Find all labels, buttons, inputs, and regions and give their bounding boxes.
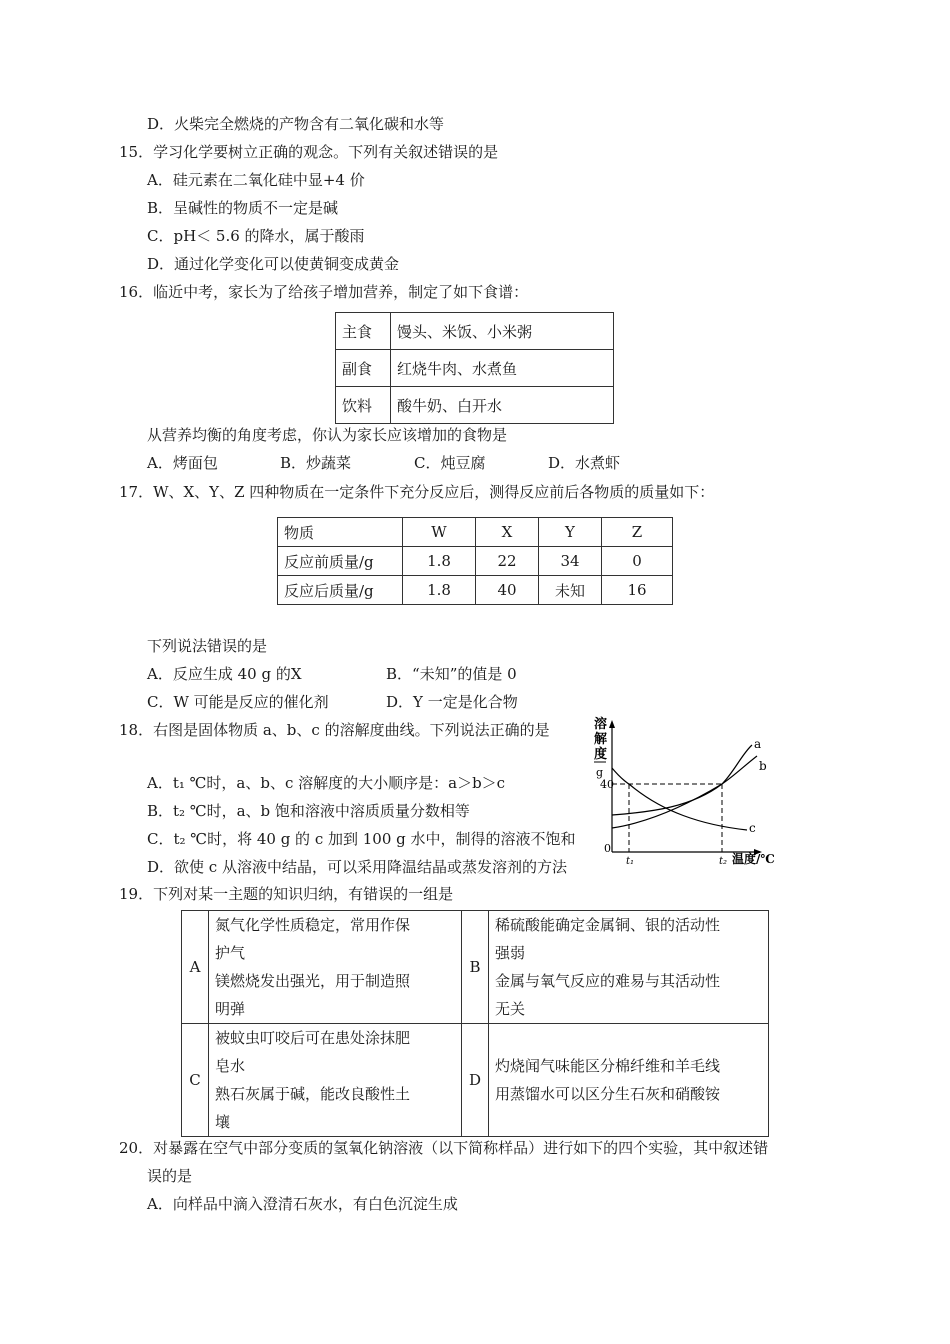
y-axis-label-1: 溶 — [594, 717, 608, 732]
q17-option-c: C．W 可能是反应的催化剂 — [147, 693, 329, 711]
q16-option-d: D．水煮虾 — [548, 454, 621, 472]
q20-option-a: A．向样品中滴入澄清石灰水，有白色沉淀生成 — [147, 1195, 458, 1213]
q15-option-d: D．通过化学变化可以使黄铜变成黄金 — [147, 255, 400, 273]
q16-option-b: B．炒蔬菜 — [280, 454, 352, 472]
q17-ask: 下列说法错误的是 — [147, 637, 268, 655]
cell-line: 金属与氧气反应的难易与其活动性 — [495, 972, 721, 990]
table-header: X — [476, 518, 539, 547]
solubility-chart — [582, 712, 782, 872]
q19-stem: 19．下列对某一主题的知识归纳，有错误的一组是 — [119, 885, 454, 903]
menu-key: 主食 — [336, 313, 391, 350]
x-tick-t1: t₁ — [626, 856, 635, 867]
q20-stem-line1: 20．对暴露在空气中部分变质的氢氧化钠溶液（以下简称样品）进行如下的四个实验，其中叙述错 — [119, 1139, 769, 1157]
cell-b — [489, 911, 769, 1024]
cell-a — [209, 911, 462, 1024]
table-cell: 0 — [602, 547, 673, 576]
q18-option-a: A．t₁ ℃时，a、b、c 溶解度的大小顺序是：a＞b＞c — [147, 774, 506, 792]
table-row — [336, 313, 614, 350]
cell-c — [209, 1024, 462, 1137]
cell-line: 皂水 — [215, 1057, 246, 1075]
table-cell: 反应后质量/g — [278, 576, 403, 605]
table-row — [278, 547, 673, 576]
menu-table — [335, 312, 614, 424]
cell-line: 壤 — [215, 1113, 231, 1131]
q17-option-d: D．Y 一定是化合物 — [386, 693, 518, 711]
q18-option-c: C．t₂ ℃时，将 40 g 的 c 加到 100 g 水中，制得的溶液不饱和 — [147, 830, 576, 848]
menu-value: 酸牛奶、白开水 — [391, 387, 614, 424]
q18-option-b: B．t₂ ℃时，a、b 饱和溶液中溶质质量分数相等 — [147, 802, 470, 820]
table-cell: 1.8 — [403, 547, 476, 576]
q15-option-a: A．硅元素在二氧化硅中显+4 价 — [147, 171, 365, 189]
cell-line: 无关 — [495, 1000, 526, 1018]
cell-line: 护气 — [215, 944, 246, 962]
table-header: Y — [539, 518, 602, 547]
table-cell: 反应前质量/g — [278, 547, 403, 576]
q15-option-c: C．pH＜ 5.6 的降水，属于酸雨 — [147, 227, 365, 245]
y-axis-unit: g — [596, 766, 604, 779]
x-axis-label: 温度/℃ — [732, 852, 775, 866]
q16-stem: 16．临近中考，家长为了给孩子增加营养，制定了如下食谱： — [119, 283, 529, 301]
table-cell: 1.8 — [403, 576, 476, 605]
curve-a — [612, 745, 752, 815]
cell-label-d: D — [462, 1024, 489, 1137]
knowledge-table — [181, 910, 769, 1137]
x-tick-t2: t₂ — [719, 856, 728, 867]
q16-ask: 从营养均衡的角度考虑，你认为家长应该增加的食物是 — [147, 426, 508, 444]
table-header: W — [403, 518, 476, 547]
table-cell: 22 — [476, 547, 539, 576]
origin-label: 0 — [604, 842, 611, 855]
q14-option-d: D．火柴完全燃烧的产物含有二氧化碳和水等 — [147, 115, 445, 133]
cell-label-a: A — [182, 911, 209, 1024]
menu-key: 副食 — [336, 350, 391, 387]
table-cell: 16 — [602, 576, 673, 605]
table-header: 物质 — [278, 518, 403, 547]
cell-line: 强弱 — [495, 944, 526, 962]
y-tick-40: 40 — [600, 778, 614, 791]
q18-option-d: D．欲使 c 从溶液中结晶，可以采用降温结晶或蒸发溶剂的方法 — [147, 858, 567, 876]
menu-key: 饮料 — [336, 387, 391, 424]
cell-line: 被蚊虫叮咬后可在患处涂抹肥 — [215, 1029, 411, 1047]
cell-line: 用蒸馏水可以区分生石灰和硝酸铵 — [495, 1085, 721, 1103]
q16-option-c: C．炖豆腐 — [414, 454, 486, 472]
cell-line: 明弹 — [215, 1000, 246, 1018]
series-label-c: c — [749, 821, 756, 835]
cell-line: 熟石灰属于碱，能改良酸性土 — [215, 1085, 411, 1103]
series-label-a: a — [754, 737, 762, 751]
table-header: Z — [602, 518, 673, 547]
menu-value: 馒头、米饭、小米粥 — [391, 313, 614, 350]
cell-label-c: C — [182, 1024, 209, 1137]
q17-stem: 17．W、X、Y、Z 四种物质在一定条件下充分反应后，测得反应前后各物质的质量如下： — [119, 483, 715, 501]
q15-option-b: B．呈碱性的物质不一定是碱 — [147, 199, 339, 217]
table-cell: 未知 — [539, 576, 602, 605]
q18-stem: 18．右图是固体物质 a、b、c 的溶解度曲线。下列说法正确的是 — [119, 721, 550, 739]
table-row — [182, 911, 769, 1024]
cell-line: 灼烧闻气味能区分棉纤维和羊毛线 — [495, 1057, 721, 1075]
y-axis-label-3: 度 — [594, 747, 608, 762]
q17-option-b: B．“未知”的值是 0 — [386, 665, 517, 683]
curve-c — [612, 768, 747, 830]
cell-line: 氮气化学性质稳定，常用作保 — [215, 916, 411, 934]
table-row — [182, 1024, 769, 1137]
series-label-b: b — [759, 759, 767, 773]
cell-label-b: B — [462, 911, 489, 1024]
table-cell: 40 — [476, 576, 539, 605]
y-axis-arrow — [609, 720, 615, 728]
table-row — [336, 387, 614, 424]
q17-option-a: A．反应生成 40 g 的X — [147, 665, 302, 683]
q16-option-a: A．烤面包 — [147, 454, 218, 472]
menu-value: 红烧牛肉、水煮鱼 — [391, 350, 614, 387]
cell-line: 稀硫酸能确定金属铜、银的活动性 — [495, 916, 721, 934]
q15-stem: 15．学习化学要树立正确的观念。下列有关叙述错误的是 — [119, 143, 499, 161]
cell-d — [489, 1024, 769, 1137]
table-row — [278, 576, 673, 605]
mass-table — [277, 517, 673, 605]
y-axis-label-2: 解 — [594, 732, 608, 747]
table-row — [336, 350, 614, 387]
table-row — [278, 518, 673, 547]
table-cell: 34 — [539, 547, 602, 576]
cell-line: 镁燃烧发出强光，用于制造照 — [215, 972, 411, 990]
q20-stem-line2: 误的是 — [147, 1167, 193, 1185]
